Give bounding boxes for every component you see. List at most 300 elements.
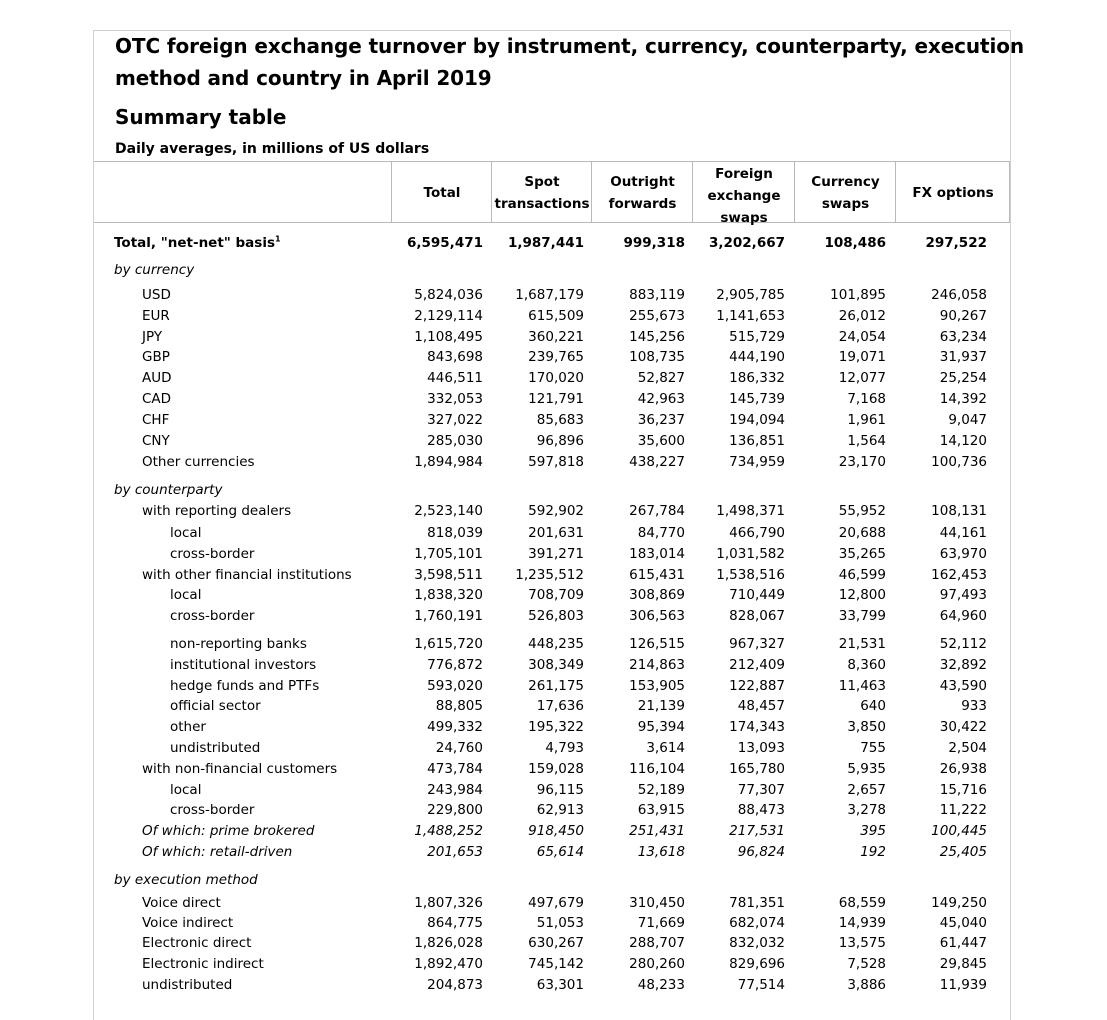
row-label-text: cross-border [170,608,255,624]
table-cell: 32,892 [939,657,987,673]
table-cell: 710,449 [729,587,785,603]
table-cell: 52,189 [637,782,685,798]
table-row [94,935,1010,956]
table-row [94,546,1010,567]
row-label [114,482,222,498]
table-cell: 734,959 [729,454,785,470]
table-cell: 201,653 [427,844,483,860]
table-cell: 26,938 [939,761,987,777]
table-cell: 95,394 [637,719,685,735]
table-row [94,802,1010,823]
table-cell: 7,528 [847,956,886,972]
table-cell: 2,504 [948,740,987,756]
row-label-text: USD [142,287,171,303]
table-row [94,915,1010,936]
table-cell: 593,020 [427,678,483,694]
table-cell: 30,422 [939,719,987,735]
table-cell: 310,450 [629,895,685,911]
table-cell: 615,431 [629,567,685,583]
table-cell: 438,227 [629,454,685,470]
table-cell: 243,984 [427,782,483,798]
table-cell: 77,514 [737,977,785,993]
row-label-text: undistributed [170,740,261,756]
table-cell: 33,799 [838,608,886,624]
table-cell: 55,952 [838,503,886,519]
row-label [170,698,261,714]
table-row [94,287,1010,308]
table-cell: 108,131 [931,503,987,519]
row-label-text: Electronic direct [142,935,252,951]
row-label-text: local [170,587,202,603]
column-header [795,162,896,223]
table-cell: 918,450 [528,823,584,839]
table-cell: 3,598,511 [414,567,483,583]
row-label-text: with reporting dealers [142,503,292,519]
table-cell: 51,053 [536,915,584,931]
table-cell: 122,887 [729,678,785,694]
table-cell: 52,827 [637,370,685,386]
row-label [170,802,254,818]
table-cell: 776,872 [427,657,483,673]
table-cell: 48,457 [737,698,785,714]
table-cell: 145,256 [629,329,685,345]
column-header-text: FX options [912,184,994,201]
table-cell: 65,614 [536,844,584,860]
table-cell: 444,190 [729,349,785,365]
table-cell: 332,053 [427,391,483,407]
row-label-text: CHF [142,412,170,428]
row-label-text: Of which: retail-driven [142,844,293,860]
table-cell: 212,409 [729,657,785,673]
row-label [142,567,352,583]
table-row [94,782,1010,803]
table-cell: 100,445 [931,823,987,839]
row-label [114,235,281,251]
column-header-text: swaps [821,195,870,212]
table-cell: 108,486 [824,235,886,251]
page-title: OTC foreign exchange turnover by instrument, currency, counterparty, execution [115,34,1025,58]
table-cell: 630,267 [528,935,584,951]
table-row [94,329,1010,350]
row-label-text: Total, "net-net" basis [114,235,275,251]
row-label-text: Voice indirect [142,915,234,931]
table-cell: 999,318 [623,235,685,251]
row-label-text: CAD [142,391,172,407]
row-label-text: non-reporting banks [170,636,307,652]
row-label [142,412,169,428]
table-cell: 2,129,114 [414,308,483,324]
table-cell: 48,233 [637,977,685,993]
table-cell: 159,028 [528,761,584,777]
table-cell: 745,142 [528,956,584,972]
row-label-text: by counterparty [114,482,223,498]
table-cell: 14,939 [838,915,886,931]
row-label-text: cross-border [170,802,255,818]
table-cell: 1,141,653 [716,308,785,324]
row-label [142,433,170,449]
row-label-text: undistributed [142,977,233,993]
table-cell: 9,047 [948,412,987,428]
table-cell: 24,054 [838,329,886,345]
table-cell: 136,851 [729,433,785,449]
table-row [94,525,1010,546]
table-cell: 1,892,470 [414,956,483,972]
table-cell: 100,736 [931,454,987,470]
table-cell: 85,683 [536,412,584,428]
row-label-text: Of which: prime brokered [142,823,315,839]
table-cell: 116,104 [629,761,685,777]
table-cell: 4,793 [545,740,584,756]
table-cell: 88,473 [737,802,785,818]
table-cell: 592,902 [528,503,584,519]
table-row [94,391,1010,412]
table-row [94,844,1010,865]
column-header-text: transactions [494,195,590,212]
table-cell: 308,349 [528,657,584,673]
table-cell: 3,850 [847,719,886,735]
table-cell: 183,014 [629,546,685,562]
table-row [94,503,1010,524]
row-label-text: local [170,782,202,798]
table-row [94,678,1010,699]
table-cell: 195,322 [528,719,584,735]
row-label-text: official sector [170,698,261,714]
table-cell: 21,531 [838,636,886,652]
table-cell: 6,595,471 [406,235,483,251]
table-cell: 174,343 [729,719,785,735]
table-cell: 327,022 [427,412,483,428]
table-cell: 3,278 [847,802,886,818]
row-label [114,872,258,888]
table-cell: 96,896 [536,433,584,449]
table-row [94,740,1010,761]
table-cell: 864,775 [427,915,483,931]
table-cell: 63,915 [637,802,685,818]
table-cell: 682,074 [729,915,785,931]
table-cell: 1,108,495 [414,329,483,345]
table-cell: 239,765 [528,349,584,365]
table-cell: 36,237 [637,412,685,428]
table-cell: 42,963 [637,391,685,407]
table-cell: 25,254 [939,370,987,386]
table-cell: 90,267 [939,308,987,324]
row-label [142,844,292,860]
row-label [142,503,291,519]
table-cell: 23,170 [838,454,886,470]
section-heading-row [94,482,1010,503]
table-cell: 473,784 [427,761,483,777]
table-cell: 43,590 [939,678,987,694]
table-cell: 1,807,326 [414,895,483,911]
table-cell: 8,360 [847,657,886,673]
row-label-text: AUD [142,370,172,386]
table-cell: 170,020 [528,370,584,386]
table-cell: 1,826,028 [414,935,483,951]
page-title-line-2: method and country in April 2019 [115,66,492,90]
table-cell: 1,488,252 [414,823,483,839]
table-cell: 52,112 [939,636,987,652]
table-cell: 17,636 [536,698,584,714]
table-cell: 97,493 [939,587,987,603]
table-cell: 515,729 [729,329,785,345]
table-cell: 1,564 [847,433,886,449]
table-cell: 2,657 [847,782,886,798]
table-cell: 29,845 [939,956,987,972]
table-cell: 165,780 [729,761,785,777]
table-row [94,235,1010,256]
table-cell: 13,575 [838,935,886,951]
table-row [94,698,1010,719]
table-cell: 832,032 [729,935,785,951]
column-header [592,162,693,223]
table-cell: 267,784 [629,503,685,519]
table-cell: 26,012 [838,308,886,324]
table-cell: 288,707 [629,935,685,951]
column-header-text: swaps [720,209,768,226]
row-label [170,636,307,652]
table-cell: 11,463 [838,678,886,694]
table-cell: 63,301 [536,977,584,993]
table-cell: 217,531 [729,823,785,839]
table-cell: 3,886 [847,977,886,993]
units-note: Daily averages, in millions of US dollars [115,141,430,157]
row-label [142,308,170,324]
row-label-text: with other financial institutions [142,567,352,583]
row-label [170,740,260,756]
column-header-text: forwards [608,195,677,212]
row-label-text: by execution method [114,872,258,888]
table-cell: 153,905 [629,678,685,694]
row-label-text: Other currencies [142,454,255,470]
table-cell: 101,895 [830,287,886,303]
row-label [142,349,170,365]
row-label [142,761,337,777]
row-label [142,895,221,911]
section-heading-row [94,262,1010,283]
row-label [142,287,171,303]
row-label [142,823,314,839]
row-label [142,956,264,972]
table-cell: 84,770 [637,525,685,541]
table-cell: 88,805 [435,698,483,714]
column-header-text: exchange [707,187,781,204]
table-cell: 843,698 [427,349,483,365]
table-cell: 3,614 [646,740,685,756]
table-cell: 1,031,582 [716,546,785,562]
table-row [94,433,1010,454]
table-cell: 21,139 [637,698,685,714]
table-cell: 261,175 [528,678,584,694]
table-cell: 1,538,516 [716,567,785,583]
table-cell: 96,824 [737,844,785,860]
table-cell: 145,739 [729,391,785,407]
table-cell: 71,669 [637,915,685,931]
table-row [94,657,1010,678]
column-header-text: Foreign [715,165,773,182]
table-cell: 13,093 [737,740,785,756]
table-row [94,567,1010,588]
table-row [94,761,1010,782]
table-row [94,823,1010,844]
table-cell: 446,511 [427,370,483,386]
table-cell: 63,234 [939,329,987,345]
table-cell: 883,119 [629,287,685,303]
table-cell: 781,351 [729,895,785,911]
table-cell: 280,260 [629,956,685,972]
table-cell: 162,453 [931,567,987,583]
table-cell: 12,077 [838,370,886,386]
column-header [896,162,1010,223]
table-row [94,956,1010,977]
table-row [94,412,1010,433]
row-label-text: cross-border [170,546,255,562]
table-cell: 61,447 [939,935,987,951]
column-header [392,162,492,223]
table-cell: 15,716 [939,782,987,798]
column-header-text: Total [423,184,461,201]
row-label [142,370,172,386]
table-cell: 526,803 [528,608,584,624]
row-label-text: Electronic indirect [142,956,264,972]
section-heading-row [94,872,1010,893]
row-label [170,657,316,673]
table-cell: 108,735 [629,349,685,365]
table-cell: 35,600 [637,433,685,449]
table-cell: 967,327 [729,636,785,652]
table-cell: 35,265 [838,546,886,562]
table-cell: 46,599 [838,567,886,583]
table-cell: 1,705,101 [414,546,483,562]
table-cell: 204,873 [427,977,483,993]
row-label-text: hedge funds and PTFs [170,678,320,694]
table-cell: 194,094 [729,412,785,428]
row-label [170,587,201,603]
row-label [142,977,232,993]
table-cell: 192 [860,844,886,860]
table-cell: 1,615,720 [414,636,483,652]
row-label [114,262,194,278]
table-cell: 68,559 [838,895,886,911]
table-row [94,608,1010,629]
column-header-text: Outright [610,173,675,190]
table-cell: 1,838,320 [414,587,483,603]
row-label [170,608,254,624]
table-row [94,587,1010,608]
table-cell: 19,071 [838,349,886,365]
table-cell: 149,250 [931,895,987,911]
table-cell: 1,235,512 [515,567,584,583]
column-header [492,162,592,223]
table-row [94,370,1010,391]
table-cell: 126,515 [629,636,685,652]
table-subtitle: Summary table [115,105,287,129]
table-cell: 615,509 [528,308,584,324]
table-cell: 255,673 [629,308,685,324]
table-cell: 45,040 [939,915,987,931]
table-cell: 12,800 [838,587,886,603]
table-cell: 829,696 [729,956,785,972]
table-cell: 499,332 [427,719,483,735]
table-cell: 1,961 [847,412,886,428]
table-cell: 466,790 [729,525,785,541]
table-cell: 11,939 [939,977,987,993]
row-label [170,525,201,541]
table-cell: 285,030 [427,433,483,449]
table-row [94,977,1010,998]
table-cell: 5,824,036 [414,287,483,303]
table-cell: 44,161 [939,525,987,541]
table-row [94,719,1010,740]
table-cell: 13,618 [637,844,685,860]
table-cell: 214,863 [629,657,685,673]
table-cell: 297,522 [925,235,987,251]
footnote-marker: 1 [275,234,281,244]
row-label-text: by currency [114,262,195,278]
table-cell: 448,235 [528,636,584,652]
row-label [142,391,171,407]
column-header-text: Currency [811,173,880,190]
table-cell: 640 [860,698,886,714]
table-cell: 1,894,984 [414,454,483,470]
table-cell: 77,307 [737,782,785,798]
row-label [170,678,319,694]
row-label [142,329,162,345]
row-label-text: other [170,719,206,735]
table-cell: 755 [860,740,886,756]
table-cell: 497,679 [528,895,584,911]
row-label [170,719,206,735]
table-row [94,895,1010,916]
table-cell: 7,168 [847,391,886,407]
table-cell: 62,913 [536,802,584,818]
table-cell: 25,405 [939,844,987,860]
table-cell: 828,067 [729,608,785,624]
row-label [142,454,255,470]
row-label-text: institutional investors [170,657,317,673]
row-label [170,546,254,562]
table-cell: 708,709 [528,587,584,603]
table-cell: 2,523,140 [414,503,483,519]
table-cell: 1,760,191 [414,608,483,624]
table-cell: 360,221 [528,329,584,345]
table-cell: 5,935 [847,761,886,777]
table-cell: 63,970 [939,546,987,562]
table-cell: 2,905,785 [716,287,785,303]
table-cell: 229,800 [427,802,483,818]
table-cell: 306,563 [629,608,685,624]
table-cell: 201,631 [528,525,584,541]
table-cell: 933 [961,698,987,714]
table-cell: 14,392 [939,391,987,407]
table-cell: 395 [860,823,886,839]
table-row [94,454,1010,475]
table-cell: 308,869 [629,587,685,603]
table-cell: 64,960 [939,608,987,624]
table-cell: 1,687,179 [515,287,584,303]
row-label-text: local [170,525,202,541]
column-header-text: Spot [524,173,560,190]
table-cell: 11,222 [939,802,987,818]
table-cell: 391,271 [528,546,584,562]
row-label-text: JPY [142,329,163,345]
table-cell: 818,039 [427,525,483,541]
table-cell: 121,791 [528,391,584,407]
table-cell: 31,937 [939,349,987,365]
table-cell: 597,818 [528,454,584,470]
table-cell: 20,688 [838,525,886,541]
table-cell: 1,498,371 [716,503,785,519]
table-cell: 186,332 [729,370,785,386]
